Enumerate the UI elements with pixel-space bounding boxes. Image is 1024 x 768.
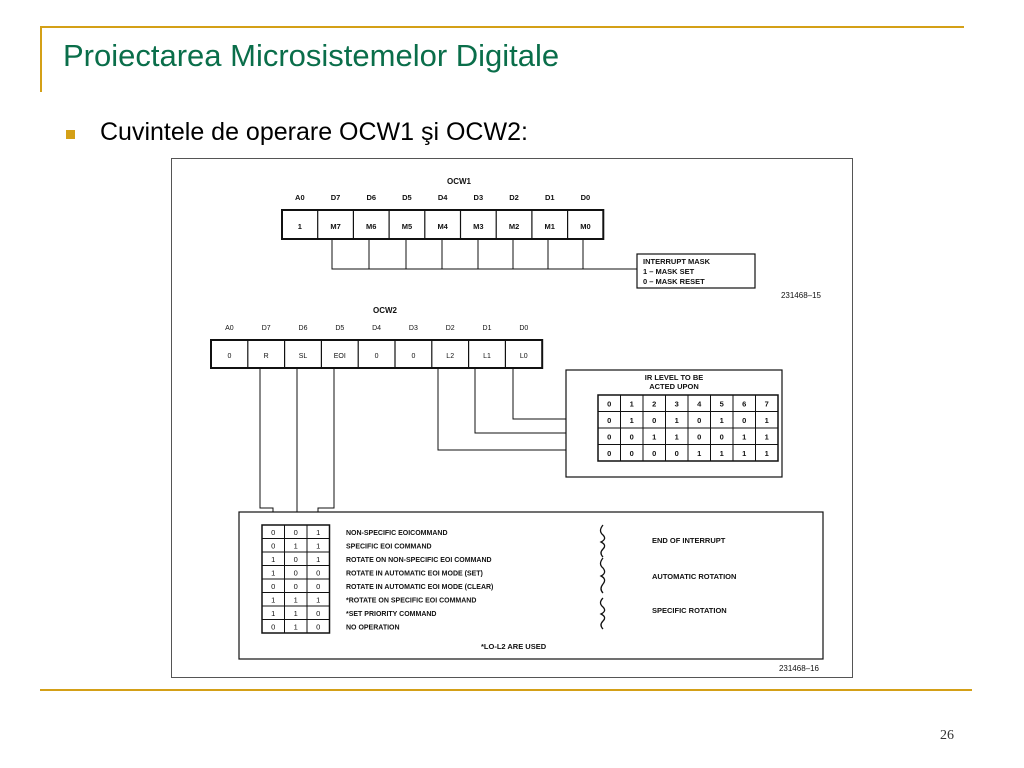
ocw2-cell: 0 <box>374 353 379 360</box>
command-bit: 0 <box>293 528 298 537</box>
top-rule <box>40 26 964 28</box>
ir-cell: 0 <box>742 416 747 425</box>
ocw2-ref: 231468–16 <box>778 664 819 673</box>
ocw1-bit-label: D1 <box>544 193 555 202</box>
command-bit: 0 <box>293 568 298 578</box>
ir-cell: 0 <box>697 432 702 442</box>
command-bit: 0 <box>271 582 276 591</box>
command-label: ROTATE IN AUTOMATIC EOI MODE (SET) <box>346 570 483 578</box>
ir-cell: 6 <box>742 399 747 409</box>
command-bit: 0 <box>316 622 321 632</box>
ir-cell: 0 <box>629 449 634 458</box>
ir-cell: 0 <box>697 416 702 425</box>
command-bit: 0 <box>316 582 321 591</box>
ocw1-cell: M5 <box>401 222 413 231</box>
ocw1-bit-label: D5 <box>402 193 412 202</box>
ir-cell: 0 <box>607 449 612 458</box>
ocw1-cell: M3 <box>473 222 484 231</box>
ir-cell: 0 <box>674 449 679 458</box>
ir-cell: 1 <box>764 449 769 458</box>
ocw2-cell: 0 <box>411 353 416 360</box>
ir-cell: 1 <box>674 432 679 442</box>
ir-cell: 0 <box>607 399 612 409</box>
command-bit: 1 <box>271 555 276 564</box>
ocw1-bit-label: D0 <box>580 193 591 202</box>
ocw1-bit-labels <box>295 193 590 202</box>
ocw1-bit-label: A0 <box>295 193 305 202</box>
command-label: NON-SPECIFIC EOICOMMAND <box>346 530 448 537</box>
command-bit: 1 <box>293 609 298 618</box>
ocw1-cell: M7 <box>330 222 341 231</box>
ocw2-bit-label: D5 <box>335 325 345 332</box>
group-specific-rotation: SPECIFIC ROTATION <box>652 606 727 615</box>
ocw1-cell: M0 <box>580 222 591 231</box>
command-label: *ROTATE ON SPECIFIC EOI COMMAND <box>346 597 477 605</box>
command-bit: 1 <box>271 595 276 605</box>
ocw2-cell: L1 <box>483 353 491 360</box>
ir-cell: 1 <box>719 449 724 458</box>
ocw2-bit-label: D0 <box>519 325 529 332</box>
command-label: ROTATE IN AUTOMATIC EOI MODE (CLEAR) <box>346 584 494 591</box>
command-bit: 1 <box>293 595 298 605</box>
footnote: *LO-L2 ARE USED <box>481 642 547 651</box>
mask-note-line-2: 1 – MASK SET <box>643 267 695 276</box>
ocw-diagram <box>171 158 853 678</box>
slide-title: Proiectarea Microsistemelor Digitale <box>63 38 560 73</box>
ocw2-cell: R <box>263 353 269 360</box>
ocw2-cell: L2 <box>446 353 455 360</box>
ir-title-line-1: IR LEVEL TO BE <box>644 373 704 382</box>
ir-cell: 0 <box>607 432 612 442</box>
ir-cell: 1 <box>697 449 702 458</box>
ocw1-bit-label: D3 <box>473 193 484 202</box>
ocw1-bit-label: D7 <box>330 193 341 202</box>
ocw2-register <box>211 340 542 368</box>
ir-cell: 7 <box>764 399 769 409</box>
command-bit: 0 <box>316 609 321 618</box>
ocw2-cell: SL <box>298 353 308 360</box>
command-bit: 1 <box>271 568 276 578</box>
ocw1-bit-label: D4 <box>437 193 448 202</box>
command-bit: 0 <box>293 555 298 564</box>
ocw2-heading: OCW2 <box>373 306 397 315</box>
ir-cell: 4 <box>697 399 702 409</box>
command-bit: 1 <box>316 541 321 551</box>
command-label: SPECIFIC EOI COMMAND <box>346 543 432 551</box>
command-bit: 0 <box>316 568 321 578</box>
ocw2-bit-labels <box>225 325 528 332</box>
ocw2-bit-label: D1 <box>482 325 492 332</box>
command-table <box>262 525 330 633</box>
mask-note-line-3: 0 – MASK RESET <box>643 277 705 286</box>
command-bit: 1 <box>316 555 321 564</box>
bullet-text: Cuvintele de operare OCW1 şi OCW2: <box>100 118 528 146</box>
ocw1-cell: M2 <box>508 222 520 231</box>
ir-cell: 0 <box>629 432 634 442</box>
command-bit: 0 <box>271 528 276 537</box>
ocw2-bit-label: D3 <box>408 325 418 332</box>
ocw2-cell: L0 <box>519 353 528 360</box>
command-label: *SET PRIORITY COMMAND <box>346 611 437 618</box>
ocw1-ref: 231468–15 <box>780 291 821 300</box>
command-label: NO OPERATION <box>346 624 400 632</box>
ocw1-bit-label: D2 <box>509 193 519 202</box>
ir-cell: 3 <box>674 399 679 409</box>
ir-cell: 0 <box>652 449 657 458</box>
ocw2-cell: EOI <box>333 353 346 360</box>
command-bit: 0 <box>293 582 298 591</box>
page-number: 26 <box>940 728 954 743</box>
ocw2-bit-label: D2 <box>445 325 455 332</box>
group-end-of-interrupt: END OF INTERRUPT <box>652 536 726 545</box>
command-bit: 1 <box>316 528 321 537</box>
ocw1-register <box>282 210 603 239</box>
ocw1-cell: M6 <box>366 222 377 231</box>
ir-cell: 1 <box>629 399 634 409</box>
command-bit: 0 <box>271 541 276 551</box>
ir-cell: 5 <box>719 399 724 409</box>
command-bit: 1 <box>293 541 298 551</box>
ir-cell: 1 <box>652 432 657 442</box>
ocw1-bit-label: D6 <box>366 193 377 202</box>
ocw2-bit-label: A0 <box>225 325 234 332</box>
command-label: ROTATE ON NON-SPECIFIC EOI COMMAND <box>346 557 492 564</box>
ocw1-cell: M1 <box>544 222 555 231</box>
ocw2-bit-label: D6 <box>298 325 308 332</box>
ir-cell: 1 <box>719 416 724 425</box>
left-rule <box>40 26 42 92</box>
ir-title-line-2: ACTED UPON <box>649 382 699 391</box>
ocw2-bit-label: D4 <box>372 325 382 332</box>
ir-cell: 1 <box>764 416 769 425</box>
ir-cell: 0 <box>607 416 612 425</box>
ocw2-bit-label: D7 <box>261 325 271 332</box>
ir-cell: 1 <box>764 432 769 442</box>
mask-note-line-1: INTERRUPT MASK <box>643 257 711 266</box>
command-bit: 1 <box>271 609 276 618</box>
ocw2-cell: 0 <box>227 353 232 360</box>
command-bit: 0 <box>271 622 276 632</box>
ir-cell: 1 <box>629 416 634 425</box>
ocw1-cell: 1 <box>297 222 302 231</box>
ir-cell: 2 <box>652 399 657 409</box>
ir-cell: 1 <box>674 416 679 425</box>
ocw1-cell: M4 <box>437 222 448 231</box>
ir-cell: 1 <box>742 449 747 458</box>
command-bit: 1 <box>293 622 298 632</box>
ocw1-heading: OCW1 <box>447 177 471 186</box>
ir-cell: 0 <box>719 432 724 442</box>
bottom-rule <box>40 689 972 691</box>
bullet-square-icon <box>66 130 75 139</box>
ir-cell: 0 <box>652 416 657 425</box>
ir-cell: 1 <box>742 432 747 442</box>
group-automatic-rotation: AUTOMATIC ROTATION <box>652 572 737 581</box>
command-bit: 1 <box>316 595 321 605</box>
ir-level-table <box>598 395 778 461</box>
